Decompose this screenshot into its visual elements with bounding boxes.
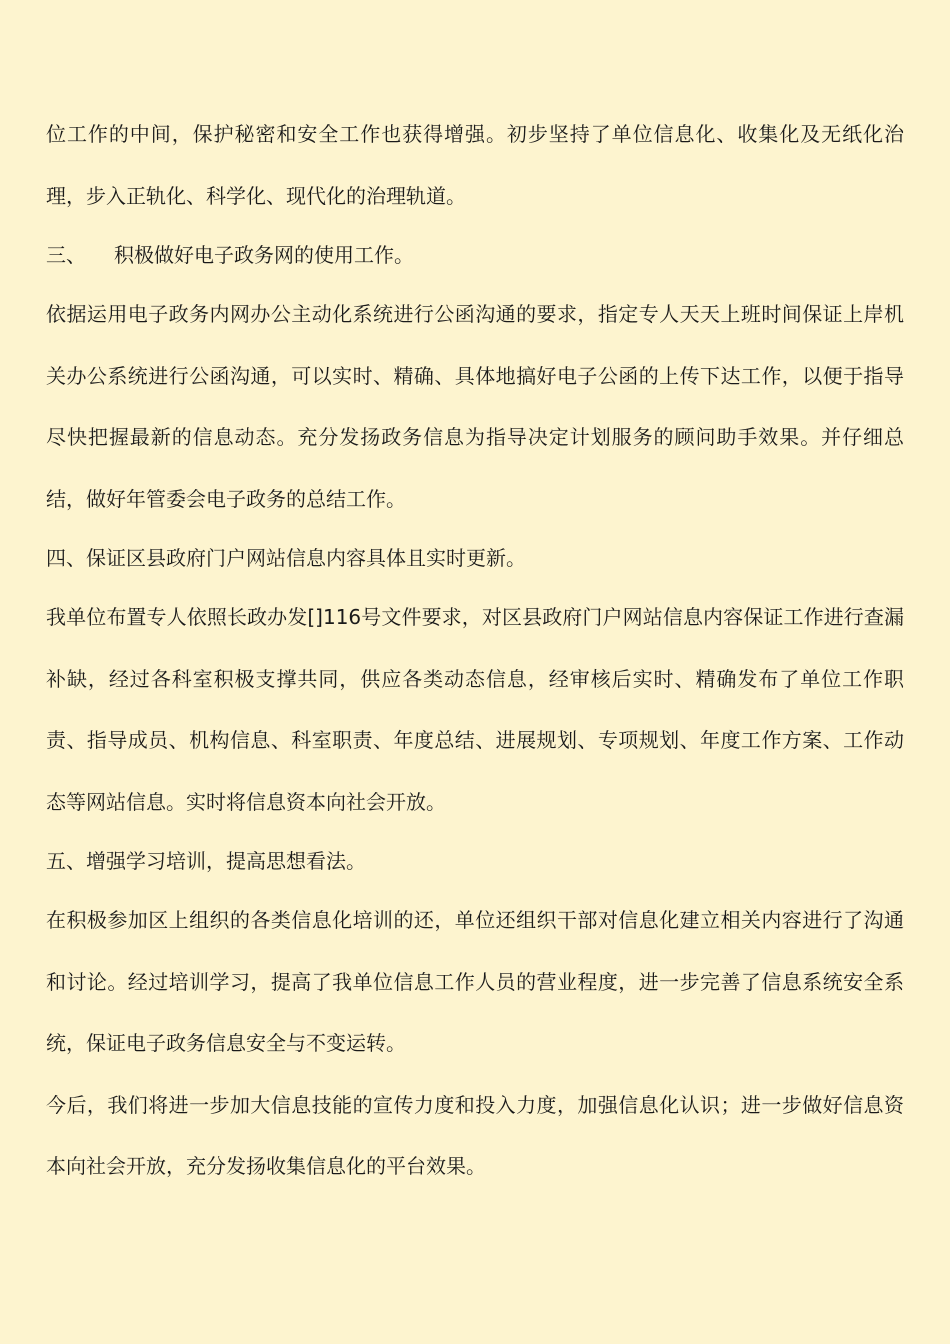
paragraph-1: 位工作的中间，保护秘密和安全工作也获得增强。初步坚持了单位信息化、收集化及无纸化治理，步入正轨化、科学化、现代化的治理轨道。: [46, 122, 904, 208]
section-heading-3: [46, 227, 904, 284]
paragraph-3: 我单位布置专人依照长政办发[]116号文件要求，对区县政府门户网站信息内容保证工作进行查漏补缺，经过各科室积极支撑共同，供应各类动态信息，经审核后实时、精确发布了单位工作职责、指导成员、机构信息、科室职责、年度总结、进展规划、专项规划、年度工作方案、工作动态等网站信息。实时将信息资本向社会开放。: [46, 605, 904, 814]
document-page: [46, 104, 904, 1198]
section-heading-4: 四、保证区县政府门户网站信息内容具体且实时更新。: [46, 546, 526, 570]
paragraph-4: 在积极参加区上组织的各类信息化培训的还，单位还组织干部对信息化建立相关内容进行了沟通和讨论。经过培训学习，提高了我单位信息工作人员的营业程度，进一步完善了信息系统安全系统，保证电子政务信息安全与不变运转。: [46, 908, 904, 1055]
section-number: 三、: [46, 243, 86, 267]
section-title: 积极做好电子政务网的使用工作。: [114, 243, 414, 267]
paragraph-5: 今后，我们将进一步加大信息技能的宣传力度和投入力度，加强信息化认识；进一步做好信息资本向社会开放，充分发扬收集信息化的平台效果。: [46, 1092, 904, 1178]
paragraph-2: 依据运用电子政务内网办公主动化系统进行公函沟通的要求，指定专人天天上班时间保证上岸机关办公系统进行公函沟通，可以实时、精确、具体地搞好电子公函的上传下达工作，以便于指导尽快把握最新的信息动态。充分发扬政务信息为指导决定计划服务的顾问助手效果。并仔细总结，做好年管委会电子政务的总结工作。: [46, 302, 904, 511]
section-heading-5: 五、增强学习培训，提高思想看法。: [46, 849, 366, 873]
